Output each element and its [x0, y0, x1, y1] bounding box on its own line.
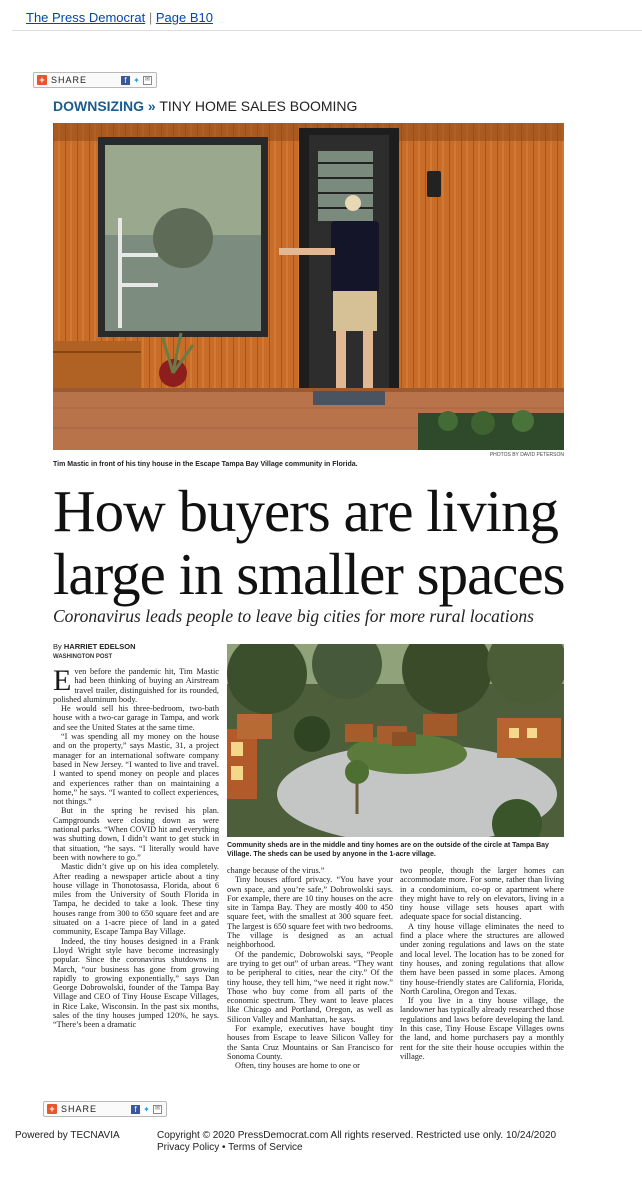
article-paragraph: “I was spending all my money on the house and on the property,” says Mastic, 31, a project manager for an international software company based in New Jersey. “I wanted to live and travel. I wanted to spend money on people and places and experiences rather than on maintaining a home,” he says. “I wanted to collect experiences, not things.”	[53, 732, 219, 807]
facebook-icon[interactable]: f	[121, 76, 130, 85]
article-paragraph: He would sell his three-bedroom, two-bath house with a two-car garage in Tampa, and work and see the United States at the same time.	[53, 704, 219, 732]
page-link[interactable]: Page B10	[155, 10, 213, 25]
share-button-top[interactable]	[33, 72, 157, 88]
photo-credit: PHOTOS BY DAVID PETERSON	[489, 452, 564, 458]
article-paragraph: change because of the virus.”	[227, 866, 325, 875]
article-paragraph	[53, 664, 219, 704]
share-label: SHARE	[51, 75, 88, 85]
headline-line-1: How buyers are living	[53, 478, 558, 544]
section-kicker	[53, 98, 357, 114]
top-bar	[26, 10, 213, 25]
powered-by: Powered by TECNAVIA	[15, 1130, 120, 1141]
article-paragraph: Often, tiny houses are home to one or	[235, 1061, 360, 1071]
byline-outlet: WASHINGTON POST	[53, 654, 113, 660]
email-icon[interactable]: ✉	[144, 76, 151, 83]
article-paragraph: Tiny houses afford privacy. “You have your own space, and you’re safe,” Dobrowolski says. For example, there are 10 tiny houses on the acre site in Tampa Bay. They are mostly 400 to 450 square feet, with the smallest at 300 square feet. The largest is 650 square feet with two bedrooms. The village is designed as an actual neighborhood.	[227, 875, 393, 950]
privacy-policy-link[interactable]: Privacy Policy	[157, 1142, 220, 1153]
plus-icon: +	[47, 1104, 57, 1114]
village-photo-caption: Community sheds are in the middle and tiny homes are on the outside of the circle at Tampa Bay Village. The sheds can be used by anyone in the 1-acre village.	[227, 842, 549, 858]
headline-line-2: large in smaller spaces	[53, 541, 565, 607]
footer-dot: •	[222, 1142, 226, 1153]
terms-of-service-link[interactable]: Terms of Service	[228, 1142, 303, 1153]
article-paragraph: But in the spring he revised his plan. Campgrounds were closing down as were national parks. “When COVID hit and everything was shutting down, I didn’t want to get stuck in that situation, “he says. “I literally would have been with nowhere to go.”	[53, 806, 219, 862]
article-paragraph-text: ven before the pandemic hit, Tim Mastic had been thinking of buying an Airstream travel trailer, distinguished for its rounded, polished aluminum body.	[53, 667, 219, 704]
kicker-section: DOWNSIZING »	[53, 98, 156, 114]
article-column-2	[227, 866, 393, 1071]
article-paragraph: two people, though the larger homes can accommodate more. For some, rather than living in a condominium, co-op or apartment where they might have to rely on elevators, living in a tiny house village sets houses apart with adequate space for social distancing.	[400, 866, 564, 922]
footer-links	[157, 1142, 556, 1154]
article-paragraph: For example, executives have bought tiny houses from Escape to leave Silicon Valley for the Santa Cruz Mountains or San Francisco for Sonoma County.	[227, 1024, 393, 1061]
article-paragraph: If you live in a tiny house village, the landowner has typically already researched those regulations and laws before developing the land. In this case, Tiny House Escape Villages owns the land, and home purchasers pay a monthly rent for the site their house occupies within the village.	[400, 996, 564, 1061]
source-link[interactable]: The Press Democrat	[26, 10, 146, 25]
photo-caption: Tim Mastic in front of his tiny house in the Escape Tampa Bay Village community in Florida.	[53, 461, 358, 468]
kicker-topic: TINY HOME SALES BOOMING	[159, 98, 358, 114]
headline	[53, 480, 573, 606]
share-icons	[121, 76, 152, 85]
article-paragraph: Indeed, the tiny houses designed in a Frank Lloyd Wright style have become increasingly popular. Since the coronavirus shutdowns in March, “our business has gone from growing rapidly to growing exponentially,” says Dan George Dobrowolski, founder of the Tampa Bay Village and CEO of Tiny House Escape Villages, in Rice Lake, Wisconsin. In the past six months, sales of the tiny houses jumped 120%, he says. “There’s been a dramatic	[53, 936, 219, 1030]
byline	[53, 642, 136, 651]
article-column-1	[53, 664, 219, 1030]
article-paragraph: Of the pandemic, Dobrowolski says, “People are trying to get out” of urban areas. “They want to be peripheral to cities, near the city.” Of the tiny house, they tell him, “we need it right now.” Those who buy come from all parts of the economic spectrum. They want to leave places like Chicago and Portland, Oregon, as well as Silicon Valley and Manhattan, he says.	[227, 949, 393, 1024]
copyright-block	[157, 1130, 556, 1154]
article-column-3	[400, 866, 564, 1061]
share-button-bottom[interactable]	[43, 1101, 167, 1117]
twitter-icon[interactable]: ✦	[133, 75, 140, 85]
email-icon[interactable]: ✉	[154, 1105, 161, 1112]
tiny-house-photo	[53, 123, 564, 450]
village-photo	[227, 644, 564, 837]
top-divider	[12, 30, 642, 31]
byline-prefix: By	[53, 642, 62, 651]
share-icons	[131, 1105, 162, 1114]
article-paragraph: Mastic didn’t give up on his idea completely. After reading a newspaper article about a tiny house village in Thonotosassa, Florida, about 6 miles from the University of South Florida in Tampa, he decided to take a look. These tiny houses range from 300 to 650 square feet and are situated on a 1-acre piece of land in a gated community, Escape Tampa Bay Village.	[53, 862, 219, 937]
facebook-icon[interactable]: f	[131, 1105, 140, 1114]
twitter-icon[interactable]: ✦	[143, 1104, 150, 1114]
article-paragraph: A tiny house village eliminates the need to find a place where the structures are allowed under zoning regulations and laws on the state and local level. The location has to be zoned for tiny houses, and zoning regulations that allow them have been passed in some places. Among tiny house-friendly states are California, Florida, North Carolina, Oregon and Texas.	[400, 921, 564, 996]
share-label: SHARE	[61, 1104, 98, 1114]
copyright-text: Copyright © 2020 PressDemocrat.com All rights reserved. Restricted use only. 10/24/2020	[157, 1130, 557, 1141]
drop-cap: E	[53, 664, 72, 697]
subheadline: Coronavirus leads people to leave big cities for more rural locations	[53, 606, 534, 626]
plus-icon: +	[37, 75, 47, 85]
byline-author: HARRIET EDELSON	[63, 642, 136, 651]
top-bar-separator: |	[148, 10, 153, 25]
